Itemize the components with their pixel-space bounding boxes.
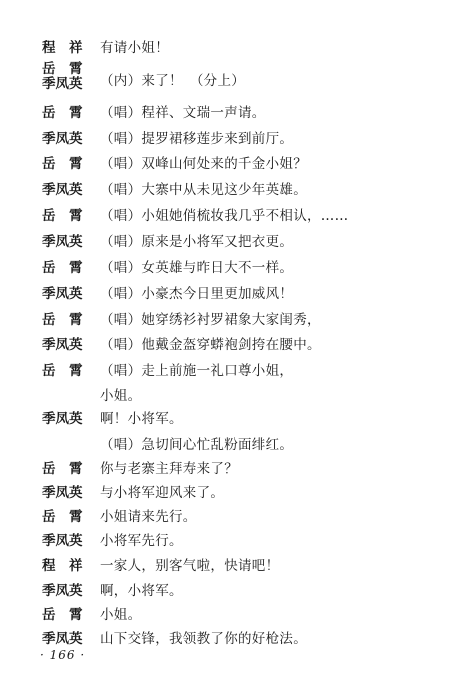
speaker-label: 季凤英 — [42, 485, 83, 501]
dialogue-text: （唱）小豪杰今日里更加威风！ — [100, 286, 294, 302]
dialogue-line — [0, 408, 463, 430]
dialogue-text: 有请小姐！ — [100, 40, 169, 56]
speaker-name — [42, 482, 94, 504]
dialogue-text: 一家人，别客气啦，快请吧！ — [100, 558, 280, 574]
dialogue-text: 小姐。 — [100, 607, 142, 623]
dialogue-text: 你与老寨主拜寿来了？ — [100, 461, 238, 477]
speaker-label: 季凤英 — [42, 234, 83, 250]
dialogue-text: （唱）她穿绣衫衬罗裙象大家闺秀， — [100, 312, 321, 328]
dialogue-text: 小姐请来先行。 — [100, 509, 197, 525]
dialogue-text: 小将军先行。 — [100, 533, 183, 549]
speaker-label: 季凤英 — [42, 533, 83, 549]
dialogue-line — [0, 309, 463, 331]
speaker-name — [42, 334, 94, 356]
page-number: · 166 · — [40, 648, 86, 662]
speaker-label: 程 祥 — [42, 40, 83, 56]
speaker-label: 季凤英 — [42, 411, 83, 427]
dialogue-text: （唱）女英雄与昨日大不一样。 — [100, 260, 294, 276]
dialogue-text: 小姐。 — [100, 388, 142, 404]
dialogue-line — [0, 530, 463, 552]
speaker-name — [42, 506, 94, 528]
speaker-label: 岳 霄 — [42, 156, 83, 172]
speaker-name — [42, 37, 94, 59]
dialogue-text: （唱）小姐她俏梳妆我几乎不相认，…… — [100, 208, 349, 224]
dialogue-line — [0, 458, 463, 480]
dialogue-line — [0, 555, 463, 577]
dialogue-line — [0, 153, 463, 175]
dialogue-line — [0, 434, 463, 456]
dialogue-text: （唱）提罗裙移莲步来到前厅。 — [100, 131, 294, 147]
dialogue-text: （内）来了！ （分上） — [100, 73, 246, 89]
speaker-name — [42, 257, 94, 279]
speaker-name — [42, 179, 94, 201]
dialogue-line — [0, 506, 463, 528]
dialogue-line — [0, 334, 463, 356]
speaker-label: 季凤英 — [42, 182, 83, 198]
dialogue-text: （唱）双峰山何处来的千金小姐？ — [100, 156, 307, 172]
speaker-label: 季凤英 — [42, 337, 83, 353]
speaker-name — [42, 530, 94, 552]
dialogue-line — [0, 385, 463, 407]
dialogue-line — [0, 37, 463, 59]
speaker-label: 岳 霄 — [42, 61, 83, 77]
dialogue-text: （唱）他戴金盔穿蟒袍剑挎在腰中。 — [100, 337, 321, 353]
dialogue-text: 啊，小将军。 — [100, 583, 183, 599]
speaker-name — [42, 628, 94, 650]
speaker-label-second: 季凤英 — [42, 76, 83, 92]
speaker-name — [42, 604, 94, 626]
speaker-name — [42, 102, 94, 124]
speaker-label: 季凤英 — [42, 286, 83, 302]
speaker-name — [42, 283, 94, 305]
dialogue-line — [0, 482, 463, 504]
dialogue-line — [0, 61, 463, 92]
dialogue-line — [0, 128, 463, 150]
dialogue-line — [0, 179, 463, 201]
speaker-name — [42, 408, 94, 430]
speaker-label: 季凤英 — [42, 131, 83, 147]
speaker-label: 岳 霄 — [42, 208, 83, 224]
dialogue-line — [0, 102, 463, 124]
speaker-name — [42, 309, 94, 331]
speaker-label: 季凤英 — [42, 583, 83, 599]
dialogue-text: （唱）原来是小将军又把衣更。 — [100, 234, 294, 250]
dialogue-text: （唱）程祥、文瑞一声请。 — [100, 105, 266, 121]
speaker-label: 程 祥 — [42, 558, 83, 574]
dialogue-line — [0, 604, 463, 626]
dialogue-text: （唱）大寨中从未见这少年英雄。 — [100, 182, 307, 198]
dialogue-line — [0, 580, 463, 602]
speaker-name — [42, 555, 94, 577]
speaker-label: 岳 霄 — [42, 312, 83, 328]
speaker-name — [42, 231, 94, 253]
dialogue-line — [0, 360, 463, 382]
speaker-label: 岳 霄 — [42, 363, 83, 379]
speaker-label: 季凤英 — [42, 631, 83, 647]
speaker-label: 岳 霄 — [42, 260, 83, 276]
speaker-name — [42, 458, 94, 480]
dialogue-line — [0, 257, 463, 279]
speaker-name — [42, 360, 94, 382]
dialogue-text: 山下交锋，我领教了你的好枪法。 — [100, 631, 307, 647]
speaker-name — [42, 205, 94, 227]
speaker-label: 岳 霄 — [42, 105, 83, 121]
dialogue-text: 与小将军迎风来了。 — [100, 485, 225, 501]
dialogue-line — [0, 205, 463, 227]
speaker-name — [42, 153, 94, 175]
speaker-label: 岳 霄 — [42, 461, 83, 477]
dialogue-text: （唱）走上前施一礼口尊小姐， — [100, 363, 294, 379]
speaker-name — [42, 128, 94, 150]
speaker-name — [42, 62, 94, 92]
speaker-name — [42, 580, 94, 602]
dialogue-line — [0, 628, 463, 650]
speaker-label: 岳 霄 — [42, 509, 83, 525]
dialogue-text: 啊！小将军。 — [100, 411, 183, 427]
dialogue-line — [0, 231, 463, 253]
dialogue-text: （唱）急切间心忙乱粉面绯红。 — [100, 437, 294, 453]
speaker-label: 岳 霄 — [42, 607, 83, 623]
dialogue-line — [0, 283, 463, 305]
